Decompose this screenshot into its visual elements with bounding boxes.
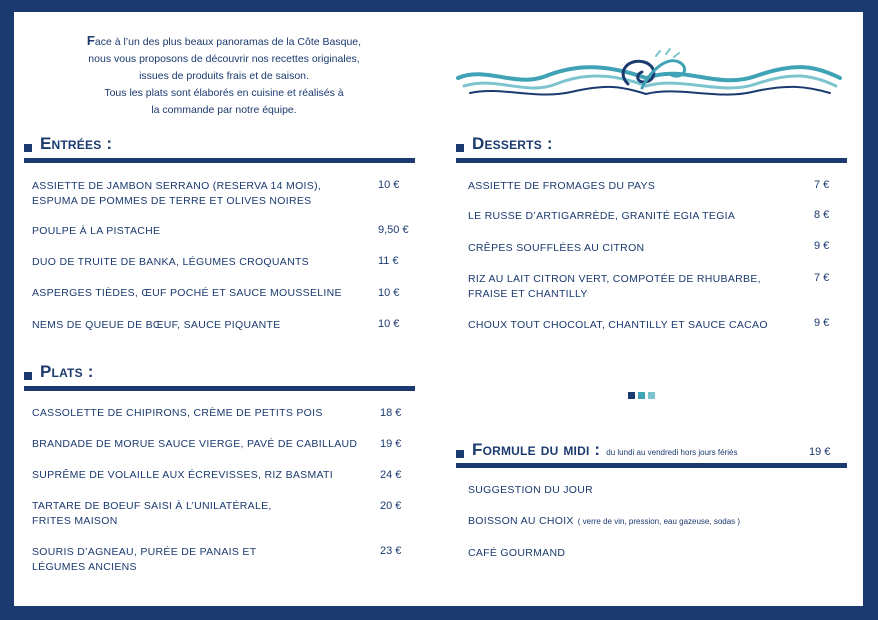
entree-price: 9,50 € <box>378 224 409 236</box>
dot-light-teal <box>648 392 655 399</box>
bullet-square <box>456 450 464 458</box>
plat-price: 24 € <box>380 469 402 481</box>
entree-price: 10 € <box>378 318 400 330</box>
formule-header <box>456 440 856 464</box>
formule-drink-note: ( verre de vin, pression, eau gazeuse, sodas ) <box>577 517 741 526</box>
dessert-item: ASSIETTE DE FROMAGES DU PAYS <box>468 180 656 192</box>
intro-line-3: issues de produits frais et de saison. <box>139 70 309 82</box>
formule-rule <box>456 463 847 468</box>
entree-item: ASPERGES TIÈDES, ŒUF POCHÉ ET SAUCE MOUSSELINE <box>32 287 342 299</box>
intro-drop-letter: F <box>86 33 95 48</box>
entree-price: 10 € <box>378 287 400 299</box>
dessert-price: 8 € <box>814 209 830 221</box>
entree-price: 10 € <box>378 179 400 191</box>
bullet-square <box>24 144 32 152</box>
plats-rule <box>24 386 415 391</box>
plats-title: Plats : <box>40 362 94 381</box>
menu-page <box>14 12 863 606</box>
dessert-item: RIZ AU LAIT CITRON VERT, COMPOTÉE DE RHUBARBE, FRAISE ET CHANTILLY <box>468 273 761 300</box>
desserts-title: Desserts : <box>472 134 553 153</box>
dessert-price: 7 € <box>814 272 830 284</box>
plat-price: 18 € <box>380 407 402 419</box>
entrees-rule <box>24 158 415 163</box>
dessert-item: CHOUX TOUT CHOCOLAT, CHANTILLY ET SAUCE CACAO <box>468 319 768 331</box>
entree-item: DUO DE TRUITE DE BANKA, LÉGUMES CROQUANTS <box>32 256 309 268</box>
plat-price: 19 € <box>380 438 402 450</box>
entree-item: NEMS DE QUEUE DE BŒUF, SAUCE PIQUANTE <box>32 319 281 331</box>
dessert-price: 9 € <box>814 240 830 252</box>
plat-item: SUPRÊME DE VOLAILLE AUX ÉCREVISSES, RIZ BASMATI <box>32 469 333 481</box>
intro-line-1: ace à l’un des plus beaux panoramas de la Côte Basque, <box>94 36 362 48</box>
ocean-wave-icon <box>456 48 842 102</box>
decorative-dots <box>628 386 658 404</box>
plat-price: 20 € <box>380 500 402 512</box>
dessert-item: LE RUSSE D’ARTIGARRÈDE, GRANITÉ EGIA TEGIA <box>468 210 736 222</box>
formule-price: 19 € <box>809 446 831 458</box>
desserts-rule <box>456 158 847 163</box>
entree-item: ASSIETTE DE JAMBON SERRANO (RESERVA 14 MOIS), ESPUMA DE POMMES DE TERRE ET OLIVES NOIRES <box>32 180 322 207</box>
entrees-title: Entrées : <box>40 134 113 153</box>
dessert-price: 9 € <box>814 317 830 329</box>
formule-subtitle: du lundi au vendredi hors jours fériés <box>606 448 738 457</box>
plat-item: BRANDADE DE MORUE SAUCE VIERGE, PAVÉ DE CABILLAUD <box>32 438 358 450</box>
dessert-item: CRÊPES SOUFFLÉES AU CITRON <box>468 242 645 254</box>
bullet-square <box>456 144 464 152</box>
dot-teal <box>638 392 645 399</box>
formule-item: BOISSON AU CHOIX ( verre de vin, pression, eau gazeuse, sodas ) <box>468 515 741 527</box>
entree-item: POULPE À LA PISTACHE <box>32 225 161 237</box>
formule-title: Formule du midi : du lundi au vendredi hors jours fériés <box>472 440 738 459</box>
intro-line-2: nous vous proposons de découvrir nos recettes originales, <box>88 53 360 65</box>
entrees-header <box>24 134 424 158</box>
plats-header <box>24 362 424 386</box>
dessert-price: 7 € <box>814 179 830 191</box>
bullet-square <box>24 372 32 380</box>
entree-price: 11 € <box>378 255 399 267</box>
dot-navy <box>628 392 635 399</box>
plat-item: CASSOLETTE DE CHIPIRONS, CRÈME DE PETITS POIS <box>32 407 323 419</box>
intro-line-4: Tous les plats sont élaborés en cuisine et réalisés à <box>104 87 344 99</box>
intro-text <box>44 32 404 119</box>
formule-item: SUGGESTION DU JOUR <box>468 484 593 496</box>
formule-item: CAFÉ GOURMAND <box>468 547 566 559</box>
plat-item: TARTARE DE BOEUF SAISI À L’UNILATÉRALE, FRITES MAISON <box>32 500 272 527</box>
intro-line-5: la commande par notre équipe. <box>151 104 297 116</box>
plat-price: 23 € <box>380 545 402 557</box>
desserts-header <box>456 134 856 158</box>
plat-item: SOURIS D’AGNEAU, PURÉE DE PANAIS ET LÉGUMES ANCIENS <box>32 546 257 573</box>
